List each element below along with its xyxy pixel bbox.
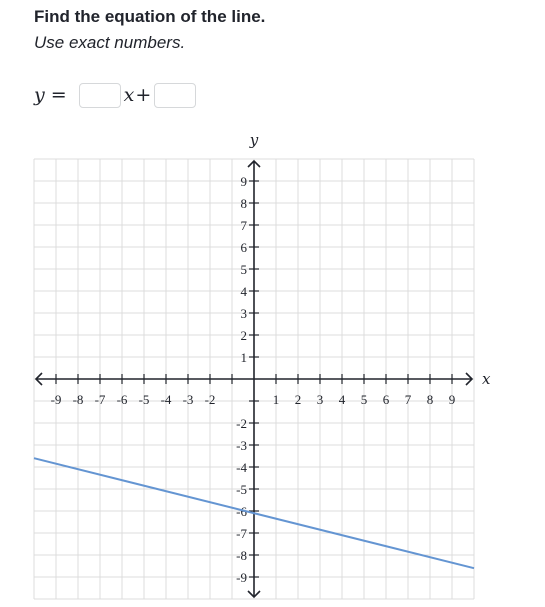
x-tick-label: 5 bbox=[360, 392, 368, 407]
equation-y-variable: y bbox=[34, 84, 45, 106]
equation-x-variable: x bbox=[123, 84, 135, 106]
y-tick-label: -4 bbox=[236, 460, 247, 475]
x-tick-label: 9 bbox=[448, 392, 456, 407]
x-tick-label: -6 bbox=[116, 392, 128, 407]
y-tick-label: -9 bbox=[236, 570, 247, 585]
x-tick-label: 1 bbox=[272, 392, 280, 407]
y-tick-label: -3 bbox=[236, 438, 247, 453]
question-subtitle: Use exact numbers. bbox=[34, 33, 186, 52]
x-axis-label: x bbox=[482, 370, 491, 388]
x-tick-label: -2 bbox=[204, 392, 216, 407]
question-title: Find the equation of the line. bbox=[34, 7, 266, 26]
y-tick-label: 7 bbox=[240, 218, 247, 233]
y-tick-label: 8 bbox=[240, 196, 247, 211]
y-tick-label: -5 bbox=[236, 482, 247, 497]
y-tick-label: 4 bbox=[240, 284, 247, 299]
x-tick-label: 3 bbox=[316, 392, 324, 407]
axes bbox=[36, 161, 472, 597]
y-tick-label: -6 bbox=[236, 504, 247, 519]
x-tick-label: 6 bbox=[382, 392, 390, 407]
equation-plus-sign: + bbox=[135, 84, 152, 106]
x-tick-label: 2 bbox=[294, 392, 302, 407]
x-tick-label: -5 bbox=[138, 392, 150, 407]
x-tick-label: -7 bbox=[94, 392, 106, 407]
x-tick-label: -3 bbox=[182, 392, 194, 407]
y-axis-label: y bbox=[249, 131, 259, 149]
y-tick-label: -2 bbox=[236, 416, 247, 431]
equation-equals-sign: = bbox=[50, 84, 67, 106]
x-tick-label: -8 bbox=[72, 392, 84, 407]
y-tick-label: -8 bbox=[236, 548, 247, 563]
y-tick-label: 1 bbox=[240, 350, 247, 365]
y-tick-label: 2 bbox=[240, 328, 247, 343]
x-tick-label: 8 bbox=[426, 392, 434, 407]
x-tick-label: -4 bbox=[160, 392, 172, 407]
y-tick-label: 6 bbox=[240, 240, 247, 255]
y-tick-label: 5 bbox=[240, 262, 247, 277]
y-tick-label: -7 bbox=[236, 526, 247, 541]
x-tick-label: 7 bbox=[404, 392, 412, 407]
x-tick-label: -9 bbox=[50, 392, 62, 407]
y-tick-label: 9 bbox=[240, 174, 247, 189]
y-tick-label: 3 bbox=[240, 306, 247, 321]
x-tick-label: 4 bbox=[338, 392, 346, 407]
